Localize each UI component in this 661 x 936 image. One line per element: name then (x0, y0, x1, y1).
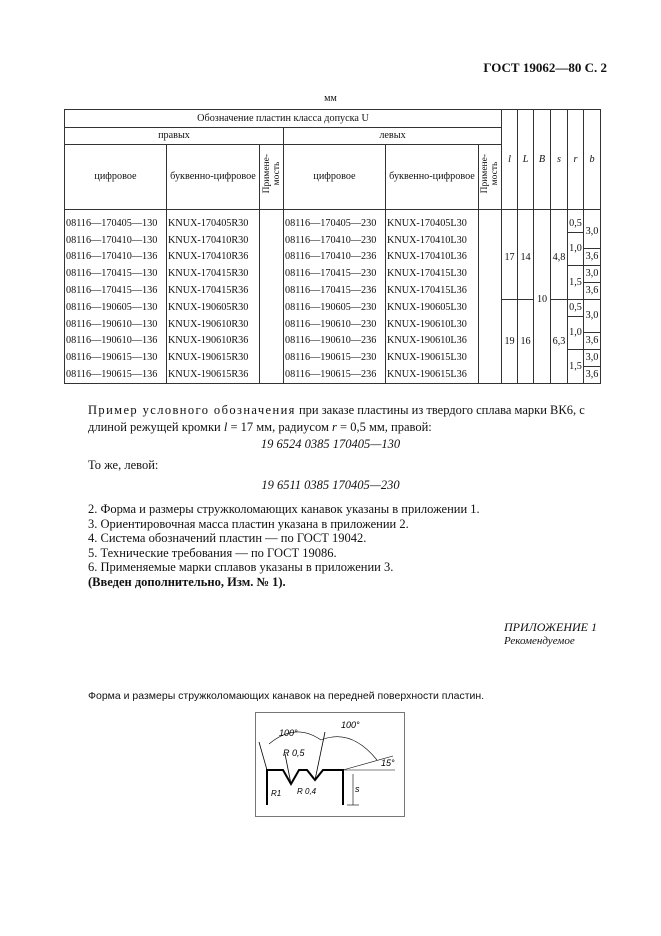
cell-right-alpha: KNUX-190610R36 (167, 333, 260, 350)
cell-l: 17 (502, 216, 518, 300)
col-left-alpha: буквенно-цифровое (386, 145, 479, 210)
radius-label: R 0,4 (297, 787, 317, 796)
note-item: 4. Система обозначений пластин — по ГОСТ 19042. (88, 531, 367, 545)
angle-label: 100° (341, 720, 360, 730)
note-item: 5. Технические требования — по ГОСТ 19086. (88, 545, 337, 560)
cell-left-digital: 08116—170410—230 (284, 233, 386, 249)
right-group-header: правых (65, 128, 284, 145)
notes-list (88, 502, 480, 589)
same-left-label: То же, левой: (88, 458, 159, 472)
cell-L: 14 (518, 216, 534, 300)
cell-l: 19 (502, 300, 518, 384)
cell-b: 3,6 (584, 333, 601, 350)
col-L: L (518, 110, 534, 210)
cell-left-usage (479, 350, 502, 367)
col-left-usage: Примене- мость (480, 154, 501, 194)
cell-right-alpha: KNUX-170415R30 (167, 266, 260, 283)
note-item: 2. Форма и размеры стружколомающих канавок указаны в приложении 1. (88, 502, 480, 516)
cell-r: 1,0 (568, 233, 584, 266)
col-s: s (551, 110, 568, 210)
example-l-symbol: l (223, 420, 228, 434)
cell-left-usage (479, 300, 502, 317)
cell-right-usage (260, 216, 284, 233)
cell-right-alpha: KNUX-190615R30 (167, 350, 260, 367)
cell-left-usage (479, 367, 502, 384)
cell-left-alpha: KNUX-190615L36 (386, 367, 479, 384)
cell-right-digital: 08116—190615—136 (65, 367, 167, 384)
col-l: l (502, 110, 518, 210)
col-right-digital: цифровое (65, 145, 167, 210)
note-item: 3. Ориентировочная масса пластин указана в приложении 2. (88, 516, 409, 531)
cell-right-usage (260, 367, 284, 384)
cell-right-alpha: KNUX-170410R36 (167, 249, 260, 266)
cell-left-digital: 08116—190615—230 (284, 350, 386, 367)
cell-right-alpha: KNUX-190605R30 (167, 300, 260, 317)
cell-r: 1,0 (568, 317, 584, 350)
cell-right-usage (260, 333, 284, 350)
cell-right-digital: 08116—170415—136 (65, 283, 167, 300)
table-title: Обозначение пластин класса допуска U (65, 110, 502, 128)
cell-left-usage (479, 249, 502, 266)
cell-r: 1,5 (568, 350, 584, 384)
amendment-note: (Введен дополнительно, Изм. № 1). (88, 574, 286, 589)
col-B: B (534, 110, 551, 210)
left-group-header: левых (284, 128, 502, 145)
cell-s: 4,8 (551, 216, 568, 300)
cell-right-alpha: KNUX-190615R36 (167, 367, 260, 384)
cell-left-digital: 08116—170415—230 (284, 266, 386, 283)
code-left: 19 6511 0385 170405—230 (261, 478, 400, 492)
page-header: ГОСТ 19062—80 С. 2 (483, 60, 607, 75)
cell-right-alpha: KNUX-190610R30 (167, 317, 260, 333)
thickness-label: s (355, 784, 360, 794)
cell-B: 10 (534, 216, 551, 384)
col-r: r (568, 110, 584, 210)
cell-left-usage (479, 333, 502, 350)
cell-left-digital: 08116—190610—230 (284, 317, 386, 333)
cell-r: 0,5 (568, 300, 584, 317)
cell-left-alpha: KNUX-170410L30 (386, 233, 479, 249)
cell-right-digital: 08116—190615—130 (65, 350, 167, 367)
cell-right-usage (260, 249, 284, 266)
cell-right-digital: 08116—170405—130 (65, 216, 167, 233)
cell-left-usage (479, 317, 502, 333)
cell-right-alpha: KNUX-170415R36 (167, 283, 260, 300)
cell-right-digital: 08116—170415—130 (65, 266, 167, 283)
cell-left-alpha: KNUX-190605L30 (386, 300, 479, 317)
cell-right-digital: 08116—170410—136 (65, 249, 167, 266)
example-text1: при заказе пластины из твердого сплава марки ВК6, с длиной режущей кромки (88, 403, 585, 434)
cell-right-digital: 08116—170410—130 (65, 233, 167, 249)
cell-r: 1,5 (568, 266, 584, 300)
angle-label: 100° (279, 728, 298, 738)
cell-r: 0,5 (568, 216, 584, 233)
cell-b: 3,0 (584, 216, 601, 249)
cell-left-alpha: KNUX-170415L36 (386, 283, 479, 300)
cell-left-alpha: KNUX-190615L30 (386, 350, 479, 367)
cell-b: 3,0 (584, 350, 601, 367)
cell-b: 3,0 (584, 300, 601, 333)
cell-left-alpha: KNUX-170415L30 (386, 266, 479, 283)
cell-right-usage (260, 283, 284, 300)
cell-right-digital: 08116—190610—136 (65, 333, 167, 350)
cell-right-alpha: KNUX-170410R30 (167, 233, 260, 249)
cell-left-alpha: KNUX-170405L30 (386, 216, 479, 233)
cell-left-usage (479, 216, 502, 233)
cell-s: 6,3 (551, 300, 568, 384)
cell-b: 3,6 (584, 249, 601, 266)
radius-label: R1 (271, 789, 282, 798)
cell-right-digital: 08116—190610—130 (65, 317, 167, 333)
appendix-heading (504, 620, 597, 648)
note-item: 6. Применяемые марки сплавов указаны в приложении 3. (88, 560, 394, 574)
cell-left-digital: 08116—190605—230 (284, 300, 386, 317)
cell-b: 3,0 (584, 266, 601, 283)
code-right: 19 6524 0385 170405—130 (260, 437, 401, 451)
cell-left-digital: 08116—190610—236 (284, 333, 386, 350)
example-text2: = 17 мм, радиусом (230, 420, 329, 434)
cell-right-usage (260, 233, 284, 249)
cell-left-alpha: KNUX-190610L30 (386, 317, 479, 333)
example-text3: = 0,5 мм, правой: (340, 420, 432, 434)
cell-b: 3,6 (584, 367, 601, 384)
example-paragraph (88, 402, 608, 436)
appendix-title: ПРИЛОЖЕНИЕ 1 (504, 620, 597, 634)
cell-left-digital: 08116—170405—230 (284, 216, 386, 233)
cell-left-digital: 08116—190615—236 (284, 367, 386, 384)
cell-right-alpha: KNUX-170405R30 (167, 216, 260, 233)
table-row (65, 216, 601, 233)
cell-left-usage (479, 266, 502, 283)
cell-right-usage (260, 300, 284, 317)
groove-profile-drawing (255, 712, 405, 817)
radius-label: R 0,5 (283, 748, 305, 758)
table-row (65, 300, 601, 317)
unit-label: мм (324, 93, 337, 104)
figure-caption: Форма и размеры стружколомающих канавок на передней поверхности пластин. (88, 690, 485, 702)
example-r-symbol: r (332, 420, 337, 434)
col-left-digital: цифровое (284, 145, 386, 210)
angle-label: 15° (381, 758, 395, 768)
cell-right-digital: 08116—190605—130 (65, 300, 167, 317)
insert-table (64, 109, 601, 384)
cell-left-usage (479, 233, 502, 249)
cell-right-usage (260, 317, 284, 333)
cell-L: 16 (518, 300, 534, 384)
col-right-alpha: буквенно-цифровое (167, 145, 260, 210)
cell-right-usage (260, 350, 284, 367)
cell-left-usage (479, 283, 502, 300)
cell-right-usage (260, 266, 284, 283)
cell-left-digital: 08116—170415—236 (284, 283, 386, 300)
cell-left-alpha: KNUX-170410L36 (386, 249, 479, 266)
cell-b: 3,6 (584, 283, 601, 300)
example-lead: Пример условного обозначения (88, 403, 296, 417)
col-right-usage: Примене- мость (261, 154, 282, 194)
appendix-subtitle: Рекомендуемое (504, 635, 575, 647)
cell-left-alpha: KNUX-190610L36 (386, 333, 479, 350)
cell-left-digital: 08116—170410—236 (284, 249, 386, 266)
col-b: b (584, 110, 601, 210)
